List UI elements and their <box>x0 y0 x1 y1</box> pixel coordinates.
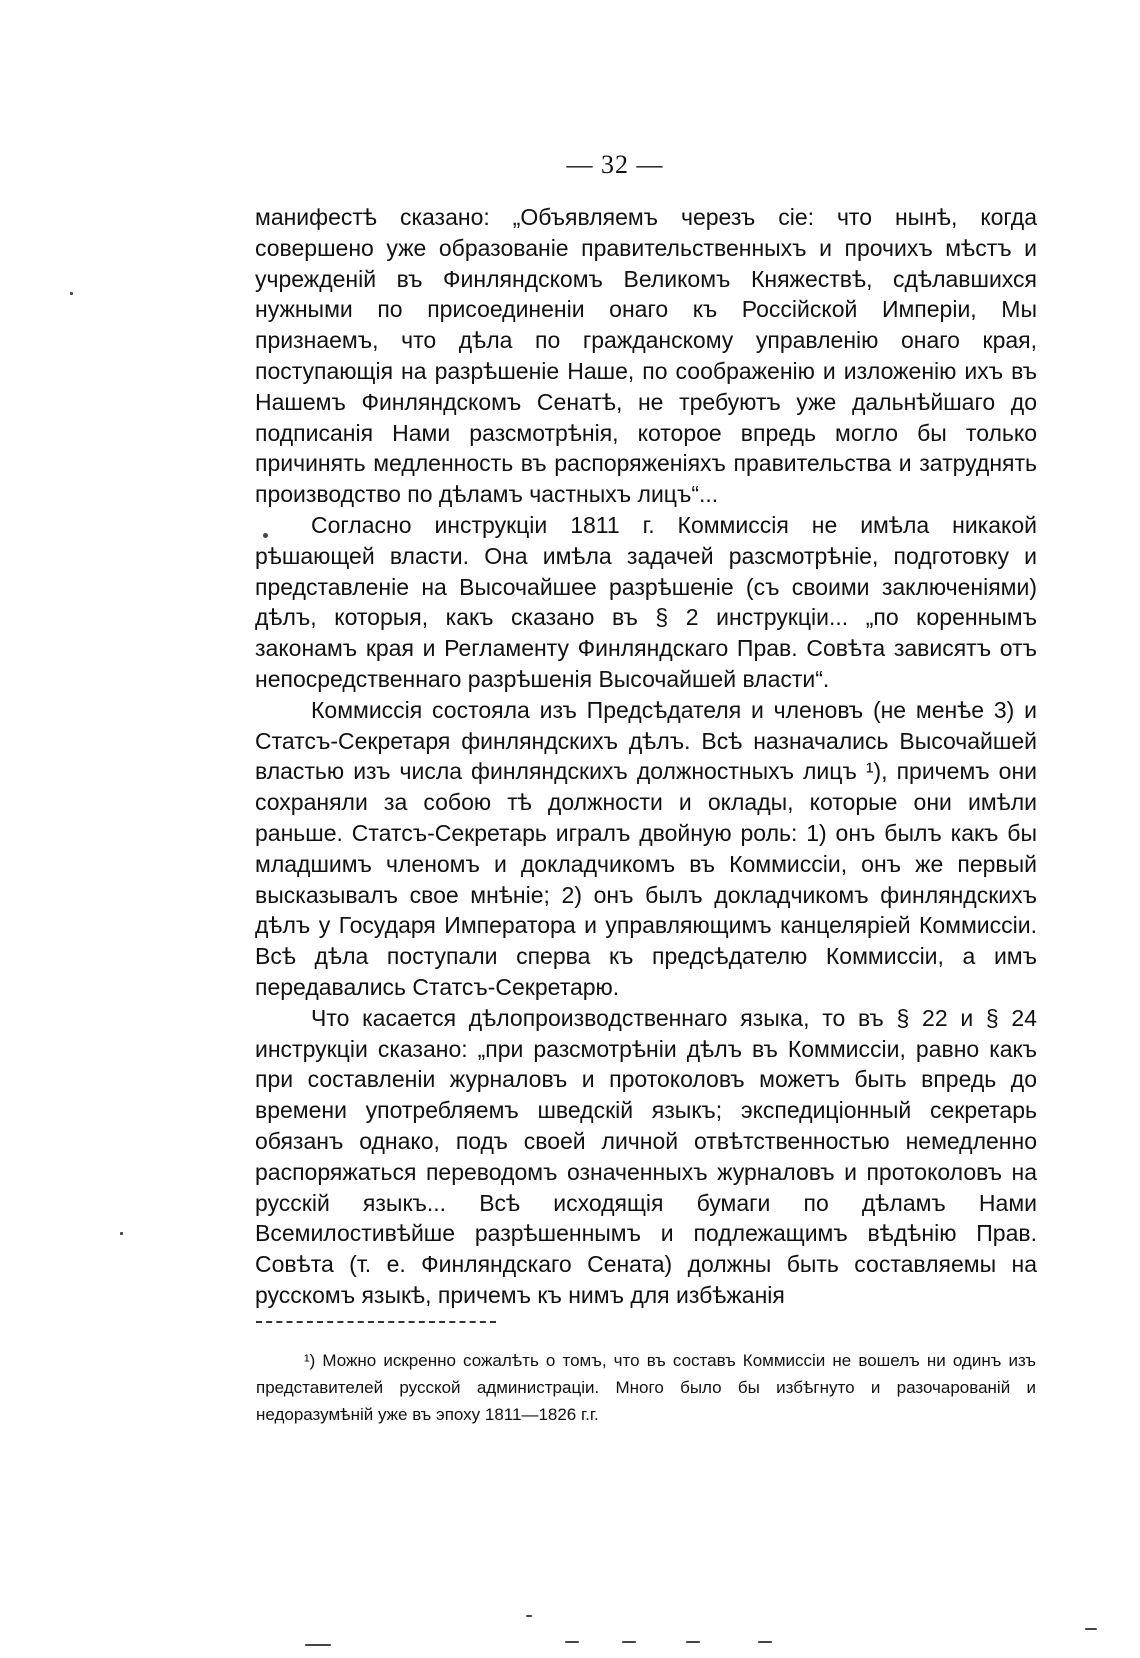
footnote-text: ¹) Можно искренно сожалѣть о томъ, что въ составъ Коммиссіи не вошелъ ни одинъ изъ представителей русской администраціи. Много было бы избѣгнуто и разочарованій и недоразумѣній уже въ эпоху 1811—1826 г.г. <box>256 1351 1036 1424</box>
scan-speck <box>70 292 73 295</box>
scan-speck <box>1085 1628 1097 1630</box>
scan-speck <box>565 1641 579 1643</box>
paragraph-commission-composition: Коммиссія состояла изъ Предсѣдателя и членовъ (не менѣе 3) и Статсъ-Секретаря финляндскихъ дѣлъ. Всѣ назначались Высочайшей властью изъ числа финляндскихъ должностныхъ лицъ ¹), причемъ они сохраняли за собою тѣ должности и оклады, которые они имѣли раньше. Статсъ-Секретарь игралъ двойную роль: 1) онъ былъ какъ бы младшимъ членомъ и докладчикомъ въ Коммиссіи, онъ же первый высказывалъ свое мнѣніе; 2) онъ былъ докладчикомъ финляндскихъ дѣлъ у Государя Императора и управляющимъ канцеляріей Коммиссіи. Всѣ дѣла поступали сперва къ предсѣдателю Коммиссіи, а имъ передавались Статсъ-Секретарю. <box>255 696 1037 1000</box>
scan-speck <box>526 1615 532 1617</box>
scan-speck <box>622 1641 636 1643</box>
paragraph-instruction-1811: Согласно инструкціи 1811 г. Коммиссія не имѣла никакой рѣшающей власти. Она имѣла задачей разсмотрѣніе, подготовку и представленіе на Высочайшее разрѣшеніе (съ своими заключеніями) дѣлъ, которыя, какъ сказано въ § 2 инструкціи... „по кореннымъ законамъ края и Регламенту Финляндскаго Прав. Совѣта зависятъ отъ непосредственнаго разрѣшенія Высочайшей власти“. <box>255 511 1037 692</box>
footnote-separator <box>256 1321 496 1323</box>
scan-speck <box>686 1641 700 1643</box>
scan-speck <box>120 1232 123 1235</box>
scan-speck <box>263 533 268 538</box>
body-text <box>255 202 1037 1311</box>
paragraph-office-language: Что касается дѣлопроизводственнаго языка, то въ § 22 и § 24 инструкціи сказано: „при разсмотрѣніи дѣлъ въ Коммиссіи, равно какъ при составленіи журналовъ и протоколовъ можетъ быть впредь до времени употребляемъ шведскій языкъ; экспедиціонный секретарь обязанъ однако, подъ своей личной отвѣтственностью немедленно распоряжаться переводомъ означенныхъ журналовъ и протоколовъ на русскій языкъ... Всѣ исходящія бумаги по дѣламъ Нами Всемилостивѣйше разрѣшеннымъ и подлежащимъ вѣдѣнію Прав. Совѣта (т. е. Финляндскаго Сената) должны быть составляемы на русскомъ языкѣ, причемъ къ нимъ для избѣжанія <box>255 1004 1037 1308</box>
scan-speck <box>305 1644 331 1646</box>
paragraph-manifesto: манифестѣ сказано: „Объявляемъ черезъ сіе: что нынѣ, когда совершено уже образованіе правительственныхъ и прочихъ мѣстъ и учрежденій въ Финляндскомъ Великомъ Княжествѣ, сдѣлавшихся нужными по присоединеніи онаго къ Россійской Имперіи, Мы признаемъ, что дѣла по гражданскому управленію онаго края, поступающія на разрѣшеніе Наше, по соображенію и изложенію ихъ въ Нашемъ Финляндскомъ Сенатѣ, не требуютъ уже дальнѣйшаго до подписанія Нами разсмотрѣнія, которое впредь могло бы только причинять медленность въ распоряженіяхъ правительства и затруднять производство по дѣламъ частныхъ лицъ“... <box>255 204 1037 508</box>
scan-speck <box>758 1641 772 1643</box>
footnote <box>256 1347 1036 1428</box>
page-number: — 32 — <box>566 150 664 179</box>
